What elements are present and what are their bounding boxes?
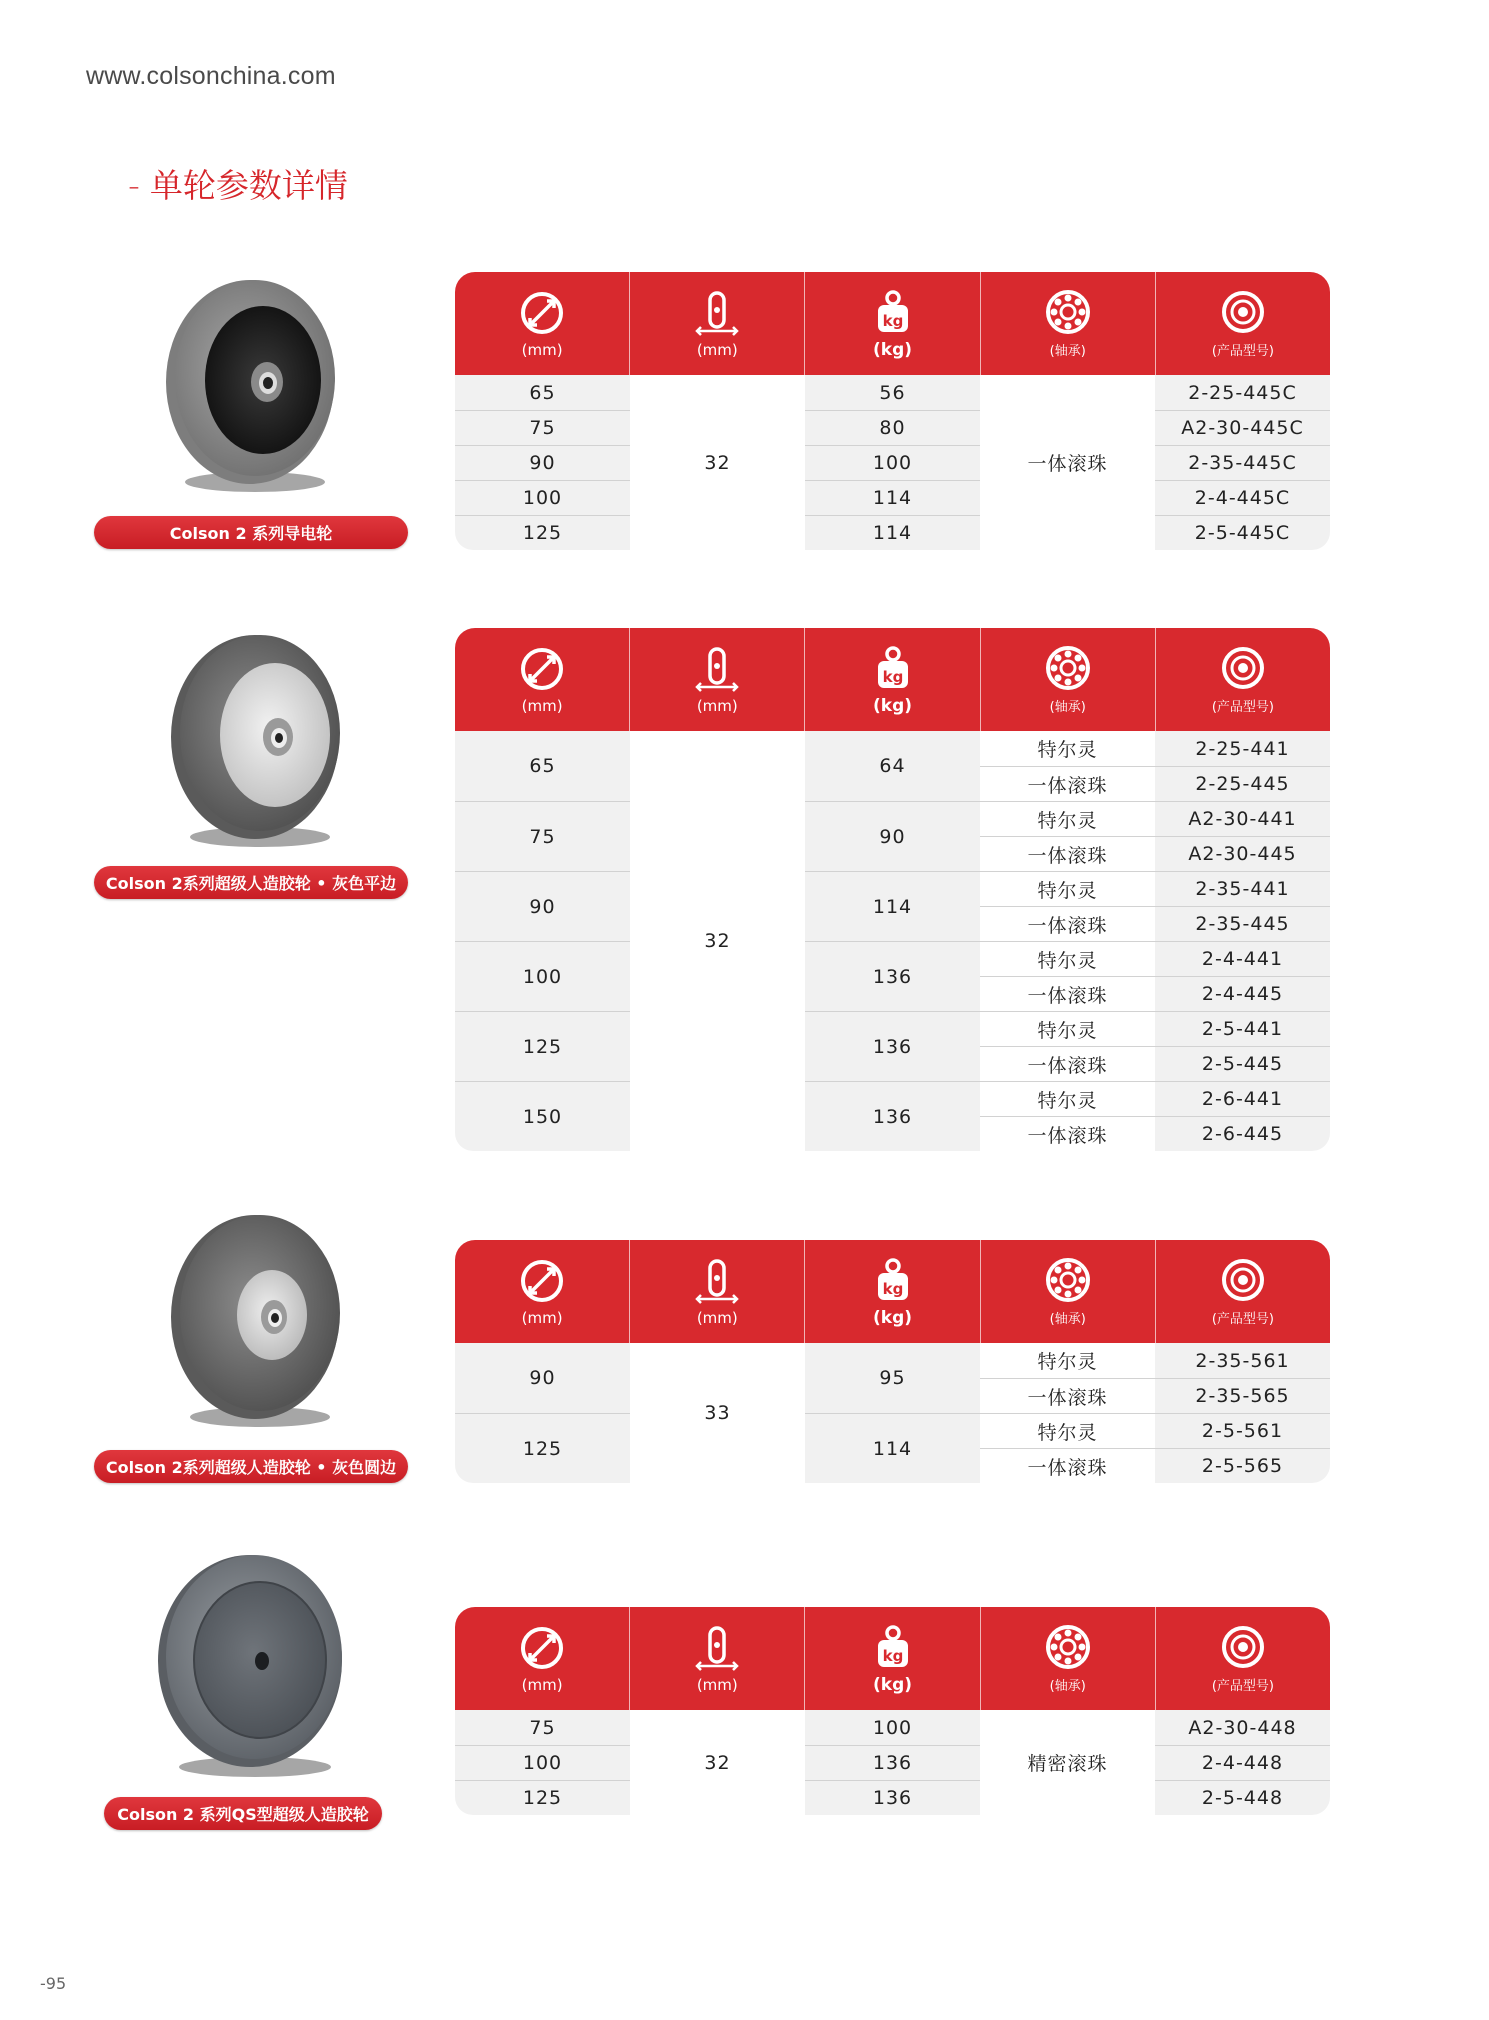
cell-load: 64 — [805, 731, 980, 801]
header-model — [1155, 628, 1330, 731]
cell-bearing: 特尔灵 — [980, 871, 1155, 906]
cell-model: 2-4-441 — [1155, 941, 1330, 976]
header-diameter-label: (mm) — [521, 696, 563, 715]
cell-load: 95 — [805, 1343, 980, 1413]
cell-model: 2-5-441 — [1155, 1011, 1330, 1046]
cell-width: 33 — [630, 1343, 805, 1483]
cell-bearing: 一体滚珠 — [980, 1378, 1155, 1413]
cell-load: 56 — [805, 375, 980, 410]
cell-diameter: 75 — [455, 801, 630, 871]
cell-model: A2-30-448 — [1155, 1710, 1330, 1745]
page-number: -95 — [40, 1974, 67, 1993]
header-bearing — [980, 628, 1155, 731]
header-load-label: (kg) — [873, 695, 913, 716]
cell-diameter: 100 — [455, 1745, 630, 1780]
header-load — [804, 1240, 979, 1343]
header-diameter-label: (mm) — [521, 1308, 563, 1327]
cell-bearing: 一体滚珠 — [980, 375, 1155, 550]
header-model — [1155, 1607, 1330, 1710]
diameter-icon — [518, 289, 566, 337]
wheel-image-round-edge — [160, 1205, 350, 1435]
cell-model: 2-5-445 — [1155, 1046, 1330, 1081]
header-model — [1155, 1240, 1330, 1343]
cell-model: 2-25-445C — [1155, 375, 1330, 410]
cell-model: 2-4-445 — [1155, 976, 1330, 1011]
header-bearing — [980, 1240, 1155, 1343]
model-icon — [1219, 288, 1267, 336]
header-model — [1155, 272, 1330, 375]
svg-text:kg: kg — [882, 1279, 903, 1298]
cell-width: 32 — [630, 731, 805, 1151]
wheel-image-qs — [150, 1545, 355, 1785]
spec-table-flat-edge — [455, 628, 1330, 1147]
header-model-label: (产品型号) — [1211, 344, 1274, 359]
cell-model: 2-35-445C — [1155, 445, 1330, 480]
spec-table-conductive — [455, 272, 1330, 544]
cell-model: A2-30-441 — [1155, 801, 1330, 836]
site-url[interactable]: www.colsonchina.com — [86, 62, 336, 90]
model-icon — [1219, 1256, 1267, 1304]
header-load — [804, 628, 979, 731]
header-width — [629, 1240, 804, 1343]
cell-width: 32 — [630, 375, 805, 550]
wheel-image-conductive — [155, 270, 345, 500]
width-icon — [693, 1257, 741, 1305]
product-label-1: Colson 2 系列导电轮 — [94, 516, 408, 549]
cell-bearing: 一体滚珠 — [980, 836, 1155, 871]
header-bearing — [980, 272, 1155, 375]
cell-diameter: 150 — [455, 1081, 630, 1151]
header-width-label: (mm) — [696, 696, 738, 715]
cell-model: 2-5-561 — [1155, 1413, 1330, 1448]
cell-model: 2-35-565 — [1155, 1378, 1330, 1413]
section-title-text: 单轮参数详情 — [149, 166, 348, 205]
header-load — [804, 272, 979, 375]
section-title — [128, 160, 348, 207]
cell-load: 136 — [805, 1780, 980, 1815]
spec-table-round-edge — [455, 1240, 1330, 1479]
header-diameter-label: (mm) — [521, 1675, 563, 1694]
cell-load: 100 — [805, 1710, 980, 1745]
cell-diameter: 90 — [455, 1343, 630, 1413]
header-load-label: (kg) — [873, 339, 913, 360]
cell-diameter: 100 — [455, 941, 630, 1011]
cell-bearing: 精密滚珠 — [980, 1710, 1155, 1815]
cell-model: 2-5-448 — [1155, 1780, 1330, 1815]
cell-diameter: 75 — [455, 1710, 630, 1745]
diameter-icon — [518, 1257, 566, 1305]
model-icon — [1219, 644, 1267, 692]
product-label-2: Colson 2系列超级人造胶轮 • 灰色平边 — [94, 866, 408, 899]
cell-model: 2-6-445 — [1155, 1116, 1330, 1151]
load-kg-icon — [869, 644, 917, 692]
width-icon — [693, 645, 741, 693]
spec-table-qs — [455, 1607, 1330, 1809]
cell-diameter: 65 — [455, 731, 630, 801]
header-load — [804, 1607, 979, 1710]
cell-diameter: 100 — [455, 480, 630, 515]
cell-diameter: 65 — [455, 375, 630, 410]
cell-bearing: 特尔灵 — [980, 941, 1155, 976]
cell-bearing: 一体滚珠 — [980, 766, 1155, 801]
wheel-image-flat-edge — [160, 625, 350, 855]
bearing-icon — [1044, 644, 1092, 692]
width-icon — [693, 289, 741, 337]
cell-load: 114 — [805, 1413, 980, 1483]
table-header — [455, 272, 1330, 375]
svg-text:kg: kg — [882, 311, 903, 330]
header-width — [629, 628, 804, 731]
cell-load: 136 — [805, 1011, 980, 1081]
cell-load: 114 — [805, 515, 980, 550]
cell-bearing: 特尔灵 — [980, 1413, 1155, 1448]
cell-model: 2-5-445C — [1155, 515, 1330, 550]
header-width — [629, 1607, 804, 1710]
cell-width: 32 — [630, 1710, 805, 1815]
table-body — [455, 1710, 1330, 1815]
cell-diameter: 125 — [455, 515, 630, 550]
table-body — [455, 731, 1330, 1151]
header-bearing-label: (轴承) — [1049, 1679, 1086, 1694]
cell-model: A2-30-445C — [1155, 410, 1330, 445]
cell-diameter: 90 — [455, 871, 630, 941]
cell-load: 114 — [805, 871, 980, 941]
cell-diameter: 125 — [455, 1413, 630, 1483]
header-diameter — [455, 628, 629, 731]
cell-load: 136 — [805, 1745, 980, 1780]
cell-bearing: 一体滚珠 — [980, 1448, 1155, 1483]
product-label-3: Colson 2系列超级人造胶轮 • 灰色圆边 — [94, 1450, 408, 1483]
title-dash: - — [128, 166, 140, 205]
table-header — [455, 1607, 1330, 1710]
load-kg-icon — [869, 1256, 917, 1304]
cell-bearing: 一体滚珠 — [980, 906, 1155, 941]
table-body — [455, 1343, 1330, 1483]
load-kg-icon — [869, 288, 917, 336]
cell-model: 2-35-441 — [1155, 871, 1330, 906]
cell-bearing: 一体滚珠 — [980, 1046, 1155, 1081]
header-width-label: (mm) — [696, 1675, 738, 1694]
header-bearing-label: (轴承) — [1049, 1312, 1086, 1327]
header-diameter — [455, 272, 629, 375]
cell-diameter: 75 — [455, 410, 630, 445]
diameter-icon — [518, 645, 566, 693]
cell-model: 2-25-441 — [1155, 731, 1330, 766]
model-icon — [1219, 1623, 1267, 1671]
cell-model: 2-6-441 — [1155, 1081, 1330, 1116]
diameter-icon — [518, 1624, 566, 1672]
cell-load: 136 — [805, 941, 980, 1011]
cell-bearing: 特尔灵 — [980, 1011, 1155, 1046]
cell-bearing: 一体滚珠 — [980, 976, 1155, 1011]
table-header — [455, 628, 1330, 731]
header-model-label: (产品型号) — [1211, 1312, 1274, 1327]
header-diameter — [455, 1240, 629, 1343]
header-width-label: (mm) — [696, 1308, 738, 1327]
header-diameter-label: (mm) — [521, 340, 563, 359]
product-label-4: Colson 2 系列QS型超级人造胶轮 — [104, 1797, 382, 1830]
cell-diameter: 90 — [455, 445, 630, 480]
cell-load: 114 — [805, 480, 980, 515]
header-bearing — [980, 1607, 1155, 1710]
header-width — [629, 272, 804, 375]
svg-text:kg: kg — [882, 1646, 903, 1665]
cell-bearing: 特尔灵 — [980, 1343, 1155, 1378]
cell-load: 100 — [805, 445, 980, 480]
cell-load: 136 — [805, 1081, 980, 1151]
cell-bearing: 特尔灵 — [980, 731, 1155, 766]
bearing-icon — [1044, 1256, 1092, 1304]
header-bearing-label: (轴承) — [1049, 700, 1086, 715]
header-model-label: (产品型号) — [1211, 1679, 1274, 1694]
table-header — [455, 1240, 1330, 1343]
width-icon — [693, 1624, 741, 1672]
cell-diameter: 125 — [455, 1780, 630, 1815]
cell-model: 2-35-561 — [1155, 1343, 1330, 1378]
load-kg-icon — [869, 1623, 917, 1671]
header-width-label: (mm) — [696, 340, 738, 359]
header-bearing-label: (轴承) — [1049, 344, 1086, 359]
cell-model: 2-4-448 — [1155, 1745, 1330, 1780]
cell-load: 90 — [805, 801, 980, 871]
cell-model: A2-30-445 — [1155, 836, 1330, 871]
bearing-icon — [1044, 288, 1092, 336]
svg-text:kg: kg — [882, 667, 903, 686]
cell-model: 2-5-565 — [1155, 1448, 1330, 1483]
bearing-icon — [1044, 1623, 1092, 1671]
cell-bearing: 特尔灵 — [980, 801, 1155, 836]
cell-bearing: 特尔灵 — [980, 1081, 1155, 1116]
cell-model: 2-25-445 — [1155, 766, 1330, 801]
cell-model: 2-35-445 — [1155, 906, 1330, 941]
cell-bearing: 一体滚珠 — [980, 1116, 1155, 1151]
cell-diameter: 125 — [455, 1011, 630, 1081]
table-body — [455, 375, 1330, 550]
cell-load: 80 — [805, 410, 980, 445]
header-diameter — [455, 1607, 629, 1710]
header-load-label: (kg) — [873, 1307, 913, 1328]
header-load-label: (kg) — [873, 1674, 913, 1695]
cell-model: 2-4-445C — [1155, 480, 1330, 515]
header-model-label: (产品型号) — [1211, 700, 1274, 715]
